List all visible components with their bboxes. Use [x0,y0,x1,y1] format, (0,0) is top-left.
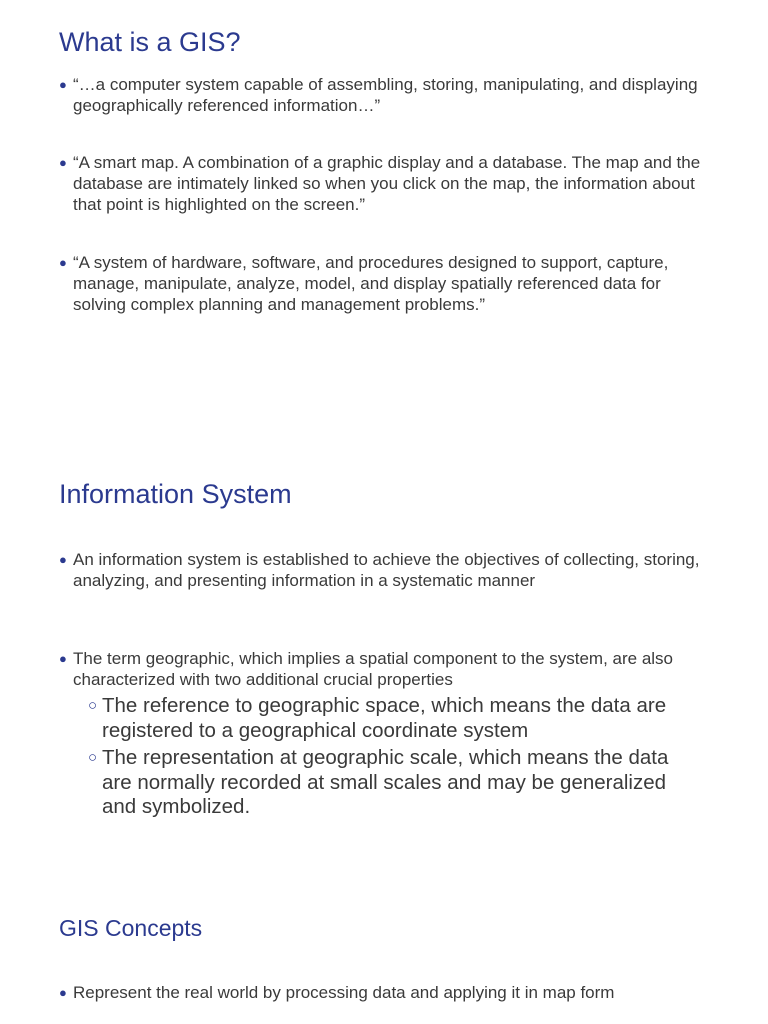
list-item [59,649,709,691]
list-item [59,75,709,117]
sub-bullet-text: The representation at geographic scale, which means the data are normally recorded at small scales and may be generalized and symbolized. [102,746,669,818]
bullet-icon: ● [59,552,67,567]
list-item [59,153,709,215]
bullet-icon: ● [59,651,67,666]
bullet-text: Represent the real world by processing data and applying it in map form [73,983,615,1002]
sub-list-item [88,694,698,743]
bullet-icon: ● [59,77,67,92]
sub-bullet-text: The reference to geographic space, which means the data are registered to a geographical coordinate system [102,694,667,742]
bullet-text: The term geographic, which implies a spatial component to the system, are also characterized with two additional crucial properties [73,649,674,689]
list-item [59,550,709,592]
bullet-text: “A system of hardware, software, and procedures designed to support, capture, manage, manipulate, analyze, model, and display spatially referenced data for solving complex planning and management problems.” [73,253,669,314]
sub-bullet-icon: ○ [88,749,98,766]
section-title-information-system: Information System [59,479,292,509]
list-item [59,983,709,1004]
list-item [59,253,709,315]
bullet-icon: ● [59,255,67,270]
section-title-gis-concepts: GIS Concepts [59,915,203,941]
bullet-icon: ● [59,985,67,1000]
bullet-icon: ● [59,155,67,170]
bullet-text: An information system is established to achieve the objectives of collecting, storing, analyzing, and presenting information in a systematic manner [73,550,700,590]
sub-list-item [88,746,698,820]
bullet-text: “A smart map. A combination of a graphic display and a database. The map and the database are intimately linked so when you click on the map, the information about that point is highlighted on the screen.” [73,153,701,214]
section-title-what-is-gis: What is a GIS? [59,27,241,57]
bullet-text: “…a computer system capable of assembling, storing, manipulating, and displaying geographically referenced information…” [73,75,698,115]
sub-bullet-icon: ○ [88,697,98,714]
